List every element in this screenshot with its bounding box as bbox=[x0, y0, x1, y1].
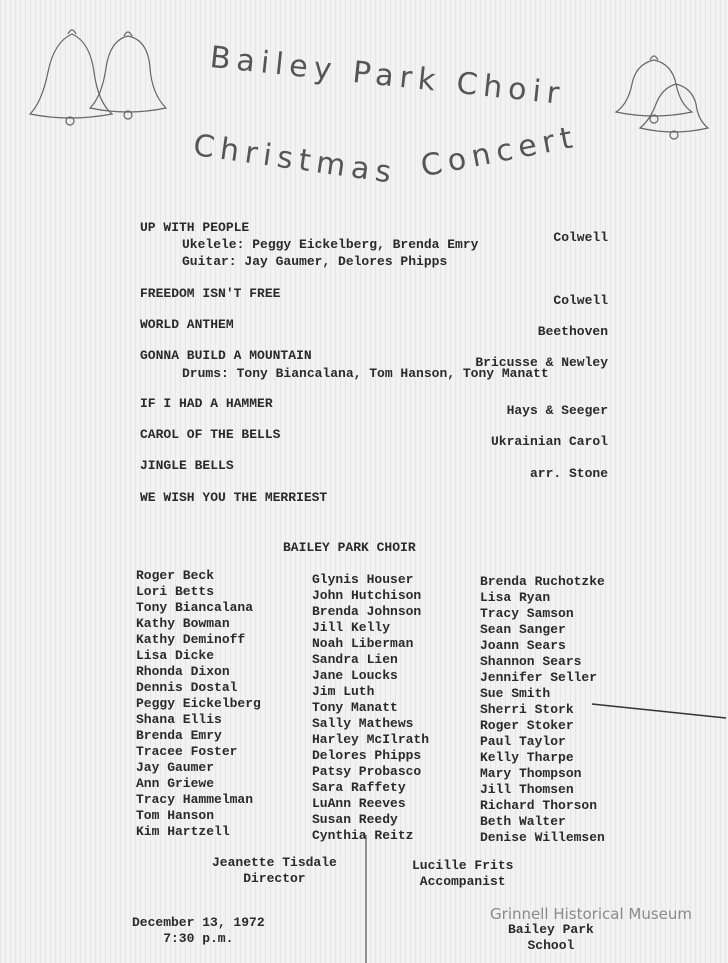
member-name: Dennis Dostal bbox=[136, 680, 238, 695]
member-name: LuAnn Reeves bbox=[312, 796, 406, 811]
member-name: Roger Stoker bbox=[480, 718, 574, 733]
program-item-title: JINGLE BELLS bbox=[140, 458, 234, 473]
accompanist-block bbox=[412, 858, 513, 890]
member-column-1 bbox=[136, 568, 261, 840]
member-name: Jennifer Seller bbox=[480, 670, 598, 685]
member-name: Tony Biancalana bbox=[136, 600, 254, 615]
member-name: Lori Betts bbox=[136, 584, 215, 599]
member-name: Sean Sanger bbox=[480, 622, 566, 637]
accompanist-name: Lucille Frits bbox=[412, 858, 514, 873]
choir-heading: BAILEY PARK CHOIR bbox=[283, 540, 416, 555]
member-name: Sara Raffety bbox=[312, 780, 406, 795]
fold-line bbox=[364, 835, 368, 963]
member-name: Delores Phipps bbox=[312, 748, 422, 763]
bell-sketch-right bbox=[610, 50, 710, 150]
pen-mark bbox=[590, 698, 728, 722]
program-item-performers: Drums: Tony Biancalana, Tom Hanson, Tony Manatt bbox=[182, 366, 549, 381]
member-name: Paul Taylor bbox=[480, 734, 566, 749]
member-name: Lisa Ryan bbox=[480, 590, 551, 605]
program-item-performers: Guitar: Jay Gaumer, Delores Phipps bbox=[182, 254, 448, 269]
concert-time: 7:30 p.m. bbox=[163, 931, 234, 946]
program-item-composer: Beethoven bbox=[537, 324, 608, 339]
member-name: Cynthia Reitz bbox=[312, 828, 414, 843]
member-name: Jay Gaumer bbox=[136, 760, 215, 775]
member-name: Brenda Ruchotzke bbox=[480, 574, 605, 589]
member-name: Brenda Johnson bbox=[312, 604, 422, 619]
member-name: Sally Mathews bbox=[312, 716, 414, 731]
venue-block bbox=[508, 922, 594, 954]
director-name: Jeanette Tisdale bbox=[212, 855, 337, 870]
member-name: Richard Thorson bbox=[480, 798, 598, 813]
member-name: Jane Loucks bbox=[312, 668, 398, 683]
program-item-composer: Hays & Seeger bbox=[506, 403, 608, 418]
handwritten-title-concert: Concert bbox=[418, 119, 582, 185]
handwritten-title-christmas: Christmas bbox=[191, 128, 400, 192]
member-name: John Hutchison bbox=[312, 588, 422, 603]
member-column-3 bbox=[480, 574, 605, 846]
member-name: Susan Reedy bbox=[312, 812, 398, 827]
member-name: Shannon Sears bbox=[480, 654, 582, 669]
member-name: Joann Sears bbox=[480, 638, 566, 653]
member-name: Sandra Lien bbox=[312, 652, 398, 667]
program-item-title: CAROL OF THE BELLS bbox=[140, 427, 281, 442]
member-column-2 bbox=[312, 572, 429, 844]
program-item-composer: arr. Stone bbox=[529, 466, 608, 481]
member-name: Roger Beck bbox=[136, 568, 215, 583]
program-item-composer: Colwell bbox=[553, 230, 608, 245]
member-name: Kelly Tharpe bbox=[480, 750, 574, 765]
program-item-title: WORLD ANTHEM bbox=[140, 317, 234, 332]
member-name: Jim Luth bbox=[312, 684, 375, 699]
member-name: Mary Thompson bbox=[480, 766, 582, 781]
concert-date: December 13, 1972 bbox=[132, 915, 265, 930]
member-name: Tony Manatt bbox=[312, 700, 398, 715]
handwritten-title-line1: Bailey Park Choir bbox=[208, 40, 567, 113]
member-name: Tracy Hammelman bbox=[136, 792, 254, 807]
member-name: Kathy Bowman bbox=[136, 616, 230, 631]
member-name: Tracee Foster bbox=[136, 744, 238, 759]
museum-watermark: Grinnell Historical Museum bbox=[490, 905, 692, 923]
member-name: Harley McIlrath bbox=[312, 732, 430, 747]
member-name: Tracy Samson bbox=[480, 606, 574, 621]
member-name: Rhonda Dixon bbox=[136, 664, 230, 679]
date-time-block bbox=[132, 915, 265, 947]
director-role: Director bbox=[243, 871, 306, 886]
member-name: Denise Willemsen bbox=[480, 830, 605, 845]
member-name: Tom Hanson bbox=[136, 808, 215, 823]
program-item-title: IF I HAD A HAMMER bbox=[140, 396, 273, 411]
bells-sketch-left bbox=[20, 22, 170, 132]
program-item-composer: Colwell bbox=[553, 293, 608, 308]
member-name: Brenda Emry bbox=[136, 728, 222, 743]
member-name: Kathy Deminoff bbox=[136, 632, 246, 647]
member-name: Sherri Stork bbox=[480, 702, 574, 717]
program-item-composer: Ukrainian Carol bbox=[490, 434, 608, 449]
member-name: Jill Kelly bbox=[312, 620, 391, 635]
member-name: Kim Hartzell bbox=[136, 824, 230, 839]
program-item-title: WE WISH YOU THE MERRIEST bbox=[140, 490, 328, 505]
program-item-title: FREEDOM ISN'T FREE bbox=[140, 286, 281, 301]
member-name: Sue Smith bbox=[480, 686, 551, 701]
venue-line1: Bailey Park bbox=[508, 922, 594, 937]
member-name: Noah Liberman bbox=[312, 636, 414, 651]
program-item-performers: Ukelele: Peggy Eickelberg, Brenda Emry bbox=[182, 237, 479, 252]
member-name: Patsy Probasco bbox=[312, 764, 422, 779]
member-name: Lisa Dicke bbox=[136, 648, 215, 663]
accompanist-role: Accompanist bbox=[419, 874, 506, 889]
program-item-title: UP WITH PEOPLE bbox=[140, 220, 250, 235]
venue-line2: School bbox=[527, 938, 575, 953]
member-name: Glynis Houser bbox=[312, 572, 414, 587]
member-name: Ann Griewe bbox=[136, 776, 215, 791]
member-name: Peggy Eickelberg bbox=[136, 696, 261, 711]
director-block bbox=[212, 855, 337, 887]
member-name: Beth Walter bbox=[480, 814, 566, 829]
program-item-composer: Bricusse & Newley bbox=[475, 355, 608, 370]
member-name: Jill Thomsen bbox=[480, 782, 574, 797]
program-item-title: GONNA BUILD A MOUNTAIN bbox=[140, 348, 312, 363]
member-name: Shana Ellis bbox=[136, 712, 222, 727]
